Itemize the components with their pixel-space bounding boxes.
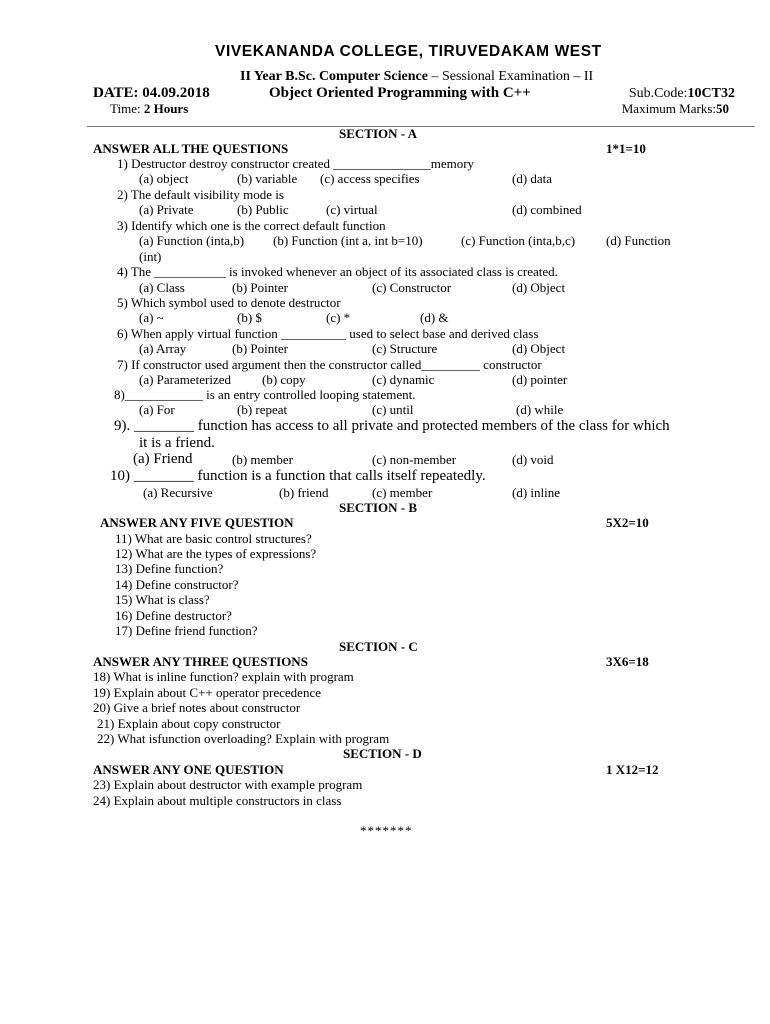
section-b-marks: 5X2=10 [606, 515, 649, 530]
section-a-title: SECTION - A [339, 126, 418, 141]
q8-option-c: (c) until [372, 402, 414, 417]
question-21: 21) Explain about copy constructor [97, 716, 281, 731]
question-18: 18) What is inline function? explain with program [93, 669, 354, 684]
q6-option-a: (a) Array [139, 341, 187, 356]
q2-option-a: (a) Private [139, 202, 194, 217]
question-5: 5) Which symbol used to denote destructor [117, 295, 341, 310]
sub-code-label: Sub.Code: [628, 86, 688, 101]
q1-option-d: (d) data [512, 171, 553, 186]
section-c-marks: 3X6=18 [606, 654, 649, 669]
q5-option-d: (d) & [420, 310, 449, 325]
q2-option-c: (c) virtual [326, 202, 378, 217]
question-3: 3) Identify which one is the correct default function [117, 218, 386, 233]
question-9: 9). ________ function has access to all private and protected members of the class for which [114, 418, 670, 434]
section-c-title: SECTION - C [339, 639, 418, 654]
q6-option-d: (d) Object [512, 341, 566, 356]
question-13: 13) Define function? [115, 561, 224, 576]
question-2: 2) The default visibility mode is [117, 187, 284, 202]
q10-option-c: (c) member [372, 485, 433, 500]
question-10: 10) ________ function is a function that calls itself repeatedly. [110, 468, 486, 484]
exam-line [240, 69, 593, 85]
q3-option-d-continued: (int) [139, 249, 162, 264]
question-22: 22) What isfunction overloading? Explain with program [97, 731, 390, 746]
question-11: 11) What are basic control structures? [115, 531, 312, 546]
exam-name: – Sessional Examination – II [427, 69, 594, 84]
exam-date: DATE: 04.09.2018 [93, 85, 210, 101]
section-b-instruction: ANSWER ANY FIVE QUESTION [100, 515, 294, 530]
section-d-instruction: ANSWER ANY ONE QUESTION [93, 762, 284, 777]
q5-option-a: (a) ~ [139, 310, 164, 325]
sub-code-value: 10CT32 [687, 86, 735, 101]
q10-option-b: (b) friend [279, 485, 329, 500]
exam-time [110, 101, 188, 117]
header-divider [87, 126, 755, 127]
q3-option-b: (b) Function (int a, int b=10) [273, 233, 423, 248]
q9-option-b: (b) member [232, 452, 294, 467]
q7-option-c: (c) dynamic [372, 372, 435, 387]
q4-option-a: (a) Class [139, 280, 185, 295]
q6-option-c: (c) Structure [372, 341, 438, 356]
question-15: 15) What is class? [115, 592, 210, 607]
q9-option-c: (c) non-member [372, 452, 457, 467]
q9-option-a: (a) Friend [133, 451, 193, 467]
question-4: 4) The ___________ is invoked whenever an object of its associated class is created. [117, 264, 558, 279]
q8-option-d: (d) while [516, 402, 564, 417]
sub-code [629, 86, 735, 102]
subject-title: Object Oriented Programming with C++ [269, 85, 531, 101]
q4-option-d: (d) Object [512, 280, 566, 295]
q7-option-d: (d) pointer [512, 372, 568, 387]
q4-option-b: (b) Pointer [232, 280, 288, 295]
question-23: 23) Explain about destructor with example program [93, 777, 363, 792]
question-6: 6) When apply virtual function __________ used to select base and derived class [117, 326, 539, 341]
q2-option-b: (b) Public [237, 202, 289, 217]
q9-option-d: (d) void [512, 452, 554, 467]
section-d-title: SECTION - D [343, 746, 422, 761]
max-marks [622, 101, 729, 117]
section-c-instruction: ANSWER ANY THREE QUESTIONS [93, 654, 308, 669]
q5-option-b: (b) $ [237, 310, 262, 325]
question-14: 14) Define constructor? [115, 577, 239, 592]
question-1: 1) Destructor destroy constructor created _______________memory [117, 156, 475, 171]
question-9-continued: it is a friend. [139, 435, 215, 451]
q10-option-d: (d) inline [512, 485, 561, 500]
end-marker: ******* [360, 823, 413, 838]
question-20: 20) Give a brief notes about constructor [93, 700, 301, 715]
q5-option-c: (c) * [326, 310, 351, 325]
course-name: II Year B.Sc. Computer Science [240, 69, 428, 84]
q3-option-d: (d) Function [606, 233, 671, 248]
q3-option-a: (a) Function (inta,b) [139, 233, 245, 248]
question-7: 7) If constructor used argument then the constructor called_________ constructor [117, 357, 542, 372]
q10-option-a: (a) Recursive [143, 485, 213, 500]
question-17: 17) Define friend function? [115, 623, 258, 638]
section-d-marks: 1 X12=12 [606, 762, 659, 777]
q7-option-b: (b) copy [262, 372, 306, 387]
max-marks-value: 50 [716, 101, 729, 116]
question-12: 12) What are the types of expressions? [115, 546, 317, 561]
section-a-marks: 1*1=10 [606, 141, 646, 156]
question-24: 24) Explain about multiple constructors in class [93, 793, 342, 808]
time-label: Time: [110, 101, 144, 116]
q1-option-a: (a) object [139, 171, 189, 186]
q6-option-b: (b) Pointer [232, 341, 288, 356]
college-name: VIVEKANANDA COLLEGE, TIRUVEDAKAM WEST [215, 43, 602, 60]
q7-option-a: (a) Parameterized [139, 372, 232, 387]
question-19: 19) Explain about C++ operator precedence [93, 685, 321, 700]
q2-option-d: (d) combined [512, 202, 582, 217]
question-8: 8)____________ is an entry controlled looping statement. [114, 387, 416, 402]
section-b-title: SECTION - B [339, 500, 418, 515]
time-value: 2 Hours [143, 101, 189, 116]
max-marks-label: Maximum Marks: [621, 101, 716, 116]
q4-option-c: (c) Constructor [372, 280, 452, 295]
q3-option-c: (c) Function (inta,b,c) [461, 233, 576, 248]
q1-option-c: (c) access specifies [320, 171, 420, 186]
q1-option-b: (b) variable [237, 171, 298, 186]
question-16: 16) Define destructor? [115, 608, 232, 623]
q8-option-a: (a) For [139, 402, 175, 417]
section-a-instruction: ANSWER ALL THE QUESTIONS [93, 141, 289, 156]
q8-option-b: (b) repeat [237, 402, 288, 417]
